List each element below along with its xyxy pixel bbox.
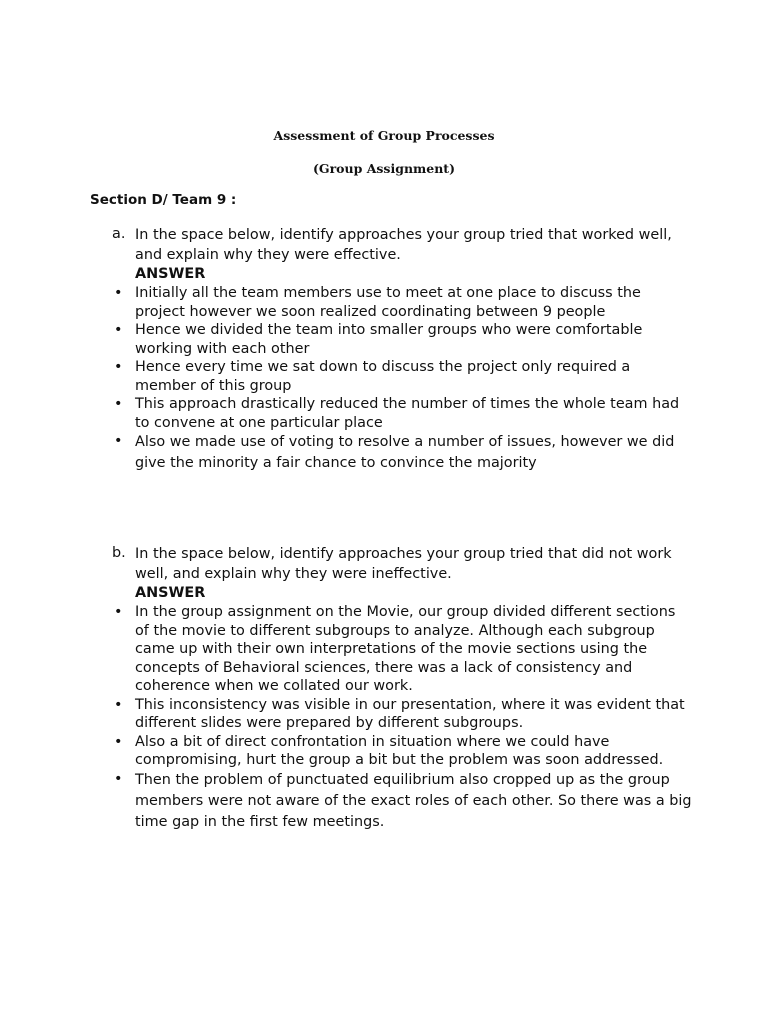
list-item bbox=[112, 432, 692, 474]
list-item-text: Also a bit of direct confrontation in situation where we could have compromising, hurt the group a bit but the problem was soon addressed. bbox=[135, 733, 664, 768]
document-title: Assessment of Group Processes bbox=[273, 128, 495, 143]
bullet-icon: • bbox=[114, 433, 123, 449]
list-item bbox=[112, 770, 692, 833]
answer-heading: ANSWER bbox=[135, 585, 206, 601]
list-item bbox=[112, 395, 692, 432]
list-item-text: Also we made use of voting to resolve a number of issues, however we did give the minority a fair chance to convince the majority bbox=[135, 434, 675, 471]
question-text: In the space below, identify approaches your group tried that worked well, and explain why they were effective. bbox=[135, 227, 672, 263]
document-subtitle: (Group Assignment) bbox=[313, 161, 455, 176]
list-item-text: In the group assignment on the Movie, our group divided different sections of the movie to different subgroups to analyze. Although each subgroup came up with their own interpretations of the movie sections using the concepts of Behavioral sciences, there was a lack of consistency and coherence when we collated our work. bbox=[135, 604, 676, 694]
question-b bbox=[112, 544, 692, 833]
list-item bbox=[112, 696, 692, 733]
bullet-icon: • bbox=[114, 359, 123, 375]
list-item bbox=[112, 733, 692, 770]
question-label: b. bbox=[112, 545, 126, 561]
answer-list bbox=[112, 284, 692, 474]
question-text: In the space below, identify approaches your group tried that did not work well, and explain why they were ineffective. bbox=[135, 546, 672, 582]
answer-heading: ANSWER bbox=[135, 266, 206, 282]
bullet-icon: • bbox=[114, 322, 123, 338]
list-item-text: Hence every time we sat down to discuss the project only required a member of this group bbox=[135, 359, 631, 394]
answer-list bbox=[112, 603, 692, 833]
question-label: a. bbox=[112, 226, 126, 242]
bullet-icon: • bbox=[114, 770, 123, 787]
section-heading: Section D/ Team 9 : bbox=[90, 192, 237, 208]
list-item-text: Initially all the team members use to meet at one place to discuss the project however we soon realized coordinating between 9 people bbox=[135, 285, 641, 320]
list-item-text: Then the problem of punctuated equilibrium also cropped up as the group members were not aware of the exact roles of each other. So there was a big time gap in the first few meetings. bbox=[135, 771, 692, 830]
list-item-text: This inconsistency was visible in our presentation, where it was evident that different slides were prepared by different subgroups. bbox=[135, 696, 685, 731]
list-item bbox=[112, 321, 692, 358]
list-item-text: This approach drastically reduced the number of times the whole team had to convene at one particular place bbox=[135, 396, 680, 431]
bullet-icon: • bbox=[114, 733, 123, 750]
question-a bbox=[112, 225, 692, 474]
bullet-icon: • bbox=[114, 285, 123, 301]
list-item bbox=[112, 284, 692, 321]
list-item-text: Hence we divided the team into smaller groups who were comfortable working with each other bbox=[135, 322, 643, 357]
list-item bbox=[112, 358, 692, 395]
bullet-icon: • bbox=[114, 396, 123, 412]
list-item bbox=[112, 603, 692, 696]
bullet-icon: • bbox=[114, 604, 123, 620]
bullet-icon: • bbox=[114, 696, 123, 713]
